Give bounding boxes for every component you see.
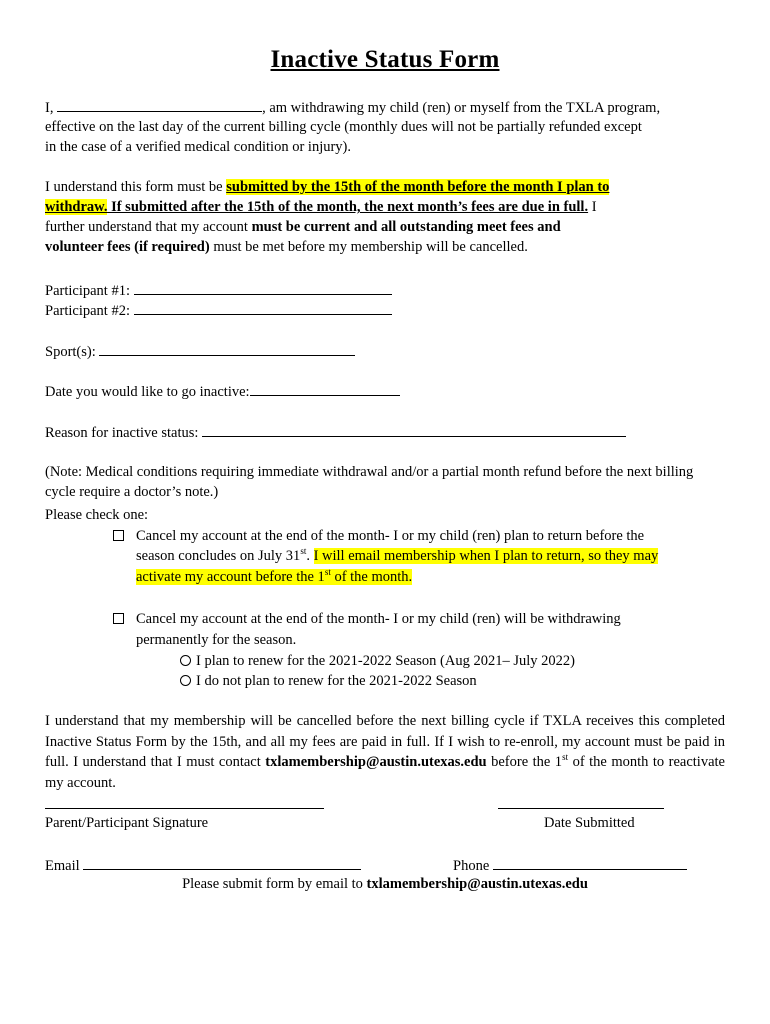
participant-1-field <box>45 280 392 300</box>
option-1-highlight-1: I will email membership when I plan to return, so they may <box>313 548 659 564</box>
sports-field <box>45 341 355 361</box>
closing-email: txlamembership@austin.utexas.edu <box>265 754 487 770</box>
participant-2-field <box>45 300 392 320</box>
submit-email: txlamembership@austin.utexas.edu <box>366 876 588 892</box>
option-1-highlight-2 <box>136 569 412 585</box>
email-blank[interactable] <box>83 855 361 870</box>
name-blank[interactable] <box>57 97 262 112</box>
date-submitted-line[interactable] <box>498 808 664 809</box>
submit-instruction <box>0 875 770 893</box>
option-1-hl-sup: st <box>324 567 331 578</box>
option-1-hl-b: of the month. <box>330 569 413 585</box>
date-inactive-label: Date you would like to go inactive: <box>45 384 250 400</box>
check-prompt: Please check one: <box>45 507 149 523</box>
option-1-line-3 <box>136 568 412 586</box>
reason-field <box>45 422 626 442</box>
option-2-line-2: permanently for the season. <box>136 632 297 648</box>
phone-label: Phone <box>453 858 490 874</box>
participant-2-label: Participant #2: <box>45 303 130 319</box>
participant-1-label: Participant #1: <box>45 283 130 299</box>
deadline-line-4-plain: must be met before my membership will be cancelled. <box>209 239 528 255</box>
closing-text-c: of the month to reactivate my account. <box>45 754 725 791</box>
deadline-line-1 <box>45 178 609 196</box>
date-submitted-label: Date Submitted <box>544 815 635 831</box>
closing-sup: st <box>562 752 569 763</box>
deadline-line-3-bold: must be current and all outstanding meet fees and <box>251 219 561 235</box>
reason-blank[interactable] <box>202 422 626 437</box>
deadline-line-4-bold: volunteer fees (if required) <box>45 239 210 255</box>
date-inactive-field <box>45 381 400 401</box>
email-field <box>45 855 361 875</box>
deadline-line-3 <box>45 218 561 236</box>
option-1-line-2 <box>136 547 658 565</box>
option-1-checkbox[interactable] <box>113 530 124 541</box>
sports-label: Sport(s): <box>45 344 96 360</box>
intro-line-2: effective on the last day of the current billing cycle (monthly dues will not be partially refunded except <box>45 119 642 135</box>
intro-line-3: in the case of a verified medical condition or injury). <box>45 139 352 155</box>
option-1-hl-a: activate my account before the 1 <box>136 569 325 585</box>
date-inactive-blank[interactable] <box>250 381 400 396</box>
note-line-1: (Note: Medical conditions requiring immediate withdrawal and/or a partial month refund before the next billing <box>45 464 694 480</box>
option-2-sub-1 <box>180 652 575 670</box>
deadline-line-4 <box>45 238 528 256</box>
no-renew-radio[interactable] <box>180 675 191 686</box>
option-1-text: Cancel my account at the end of the month- I or my child (ren) plan to return before the <box>136 528 645 544</box>
option-1-line-2-b: . <box>306 548 314 564</box>
closing-text-b: before the 1 <box>486 754 563 770</box>
option-2-checkbox[interactable] <box>113 613 124 624</box>
deadline-highlight-2: withdraw. <box>45 199 108 215</box>
sports-blank[interactable] <box>99 341 355 356</box>
option-1-line-1 <box>113 527 644 545</box>
option-2-sub-2 <box>180 672 477 690</box>
deadline-lead: I understand this form must be <box>45 179 227 195</box>
phone-blank[interactable] <box>493 855 687 870</box>
option-2-line-1 <box>113 610 621 628</box>
option-1-sup: st <box>300 546 307 557</box>
participant-2-blank[interactable] <box>134 300 392 315</box>
participant-1-blank[interactable] <box>134 280 392 295</box>
deadline-line-3-plain: further understand that my account <box>45 219 252 235</box>
deadline-highlight-1: submitted by the 15th of the month before the month I plan to <box>226 179 610 195</box>
no-renew-label: I do not plan to renew for the 2021-2022 Season <box>196 673 477 689</box>
signature-line[interactable] <box>45 808 324 809</box>
closing-text-a: I understand that my membership will be cancelled before the next billing cycle if TXLA receives this completed Inactive Status Form by the 15th, and all my fees are paid in full. If I wish to re-enroll, my account must be paid in full. I understand that I must contact <box>45 713 725 770</box>
submit-lead: Please submit form by email to <box>182 876 367 892</box>
renew-radio[interactable] <box>180 655 191 666</box>
signature-label: Parent/Participant Signature <box>45 815 209 831</box>
deadline-tail: I <box>588 199 597 215</box>
closing-paragraph <box>45 711 725 793</box>
note-line-2: cycle require a doctor’s note.) <box>45 484 219 500</box>
option-2-text: Cancel my account at the end of the month- I or my child (ren) will be withdrawing <box>136 611 621 627</box>
intro-line-1-text: , am withdrawing my child (ren) or myself from the TXLA program, <box>262 100 661 116</box>
intro-i-label: I, <box>45 100 54 116</box>
deadline-bold: If submitted after the 15th of the month, the next month’s fees are due in full. <box>107 199 589 215</box>
form-title: Inactive Status Form <box>270 46 500 73</box>
renew-label: I plan to renew for the 2021-2022 Season (Aug 2021– July 2022) <box>196 653 575 669</box>
phone-field <box>453 855 687 875</box>
reason-label: Reason for inactive status: <box>45 425 199 441</box>
email-label: Email <box>45 858 80 874</box>
intro-line-1 <box>45 97 660 117</box>
option-1-line-2-a: season concludes on July 31 <box>136 548 301 564</box>
deadline-line-2 <box>45 198 597 216</box>
